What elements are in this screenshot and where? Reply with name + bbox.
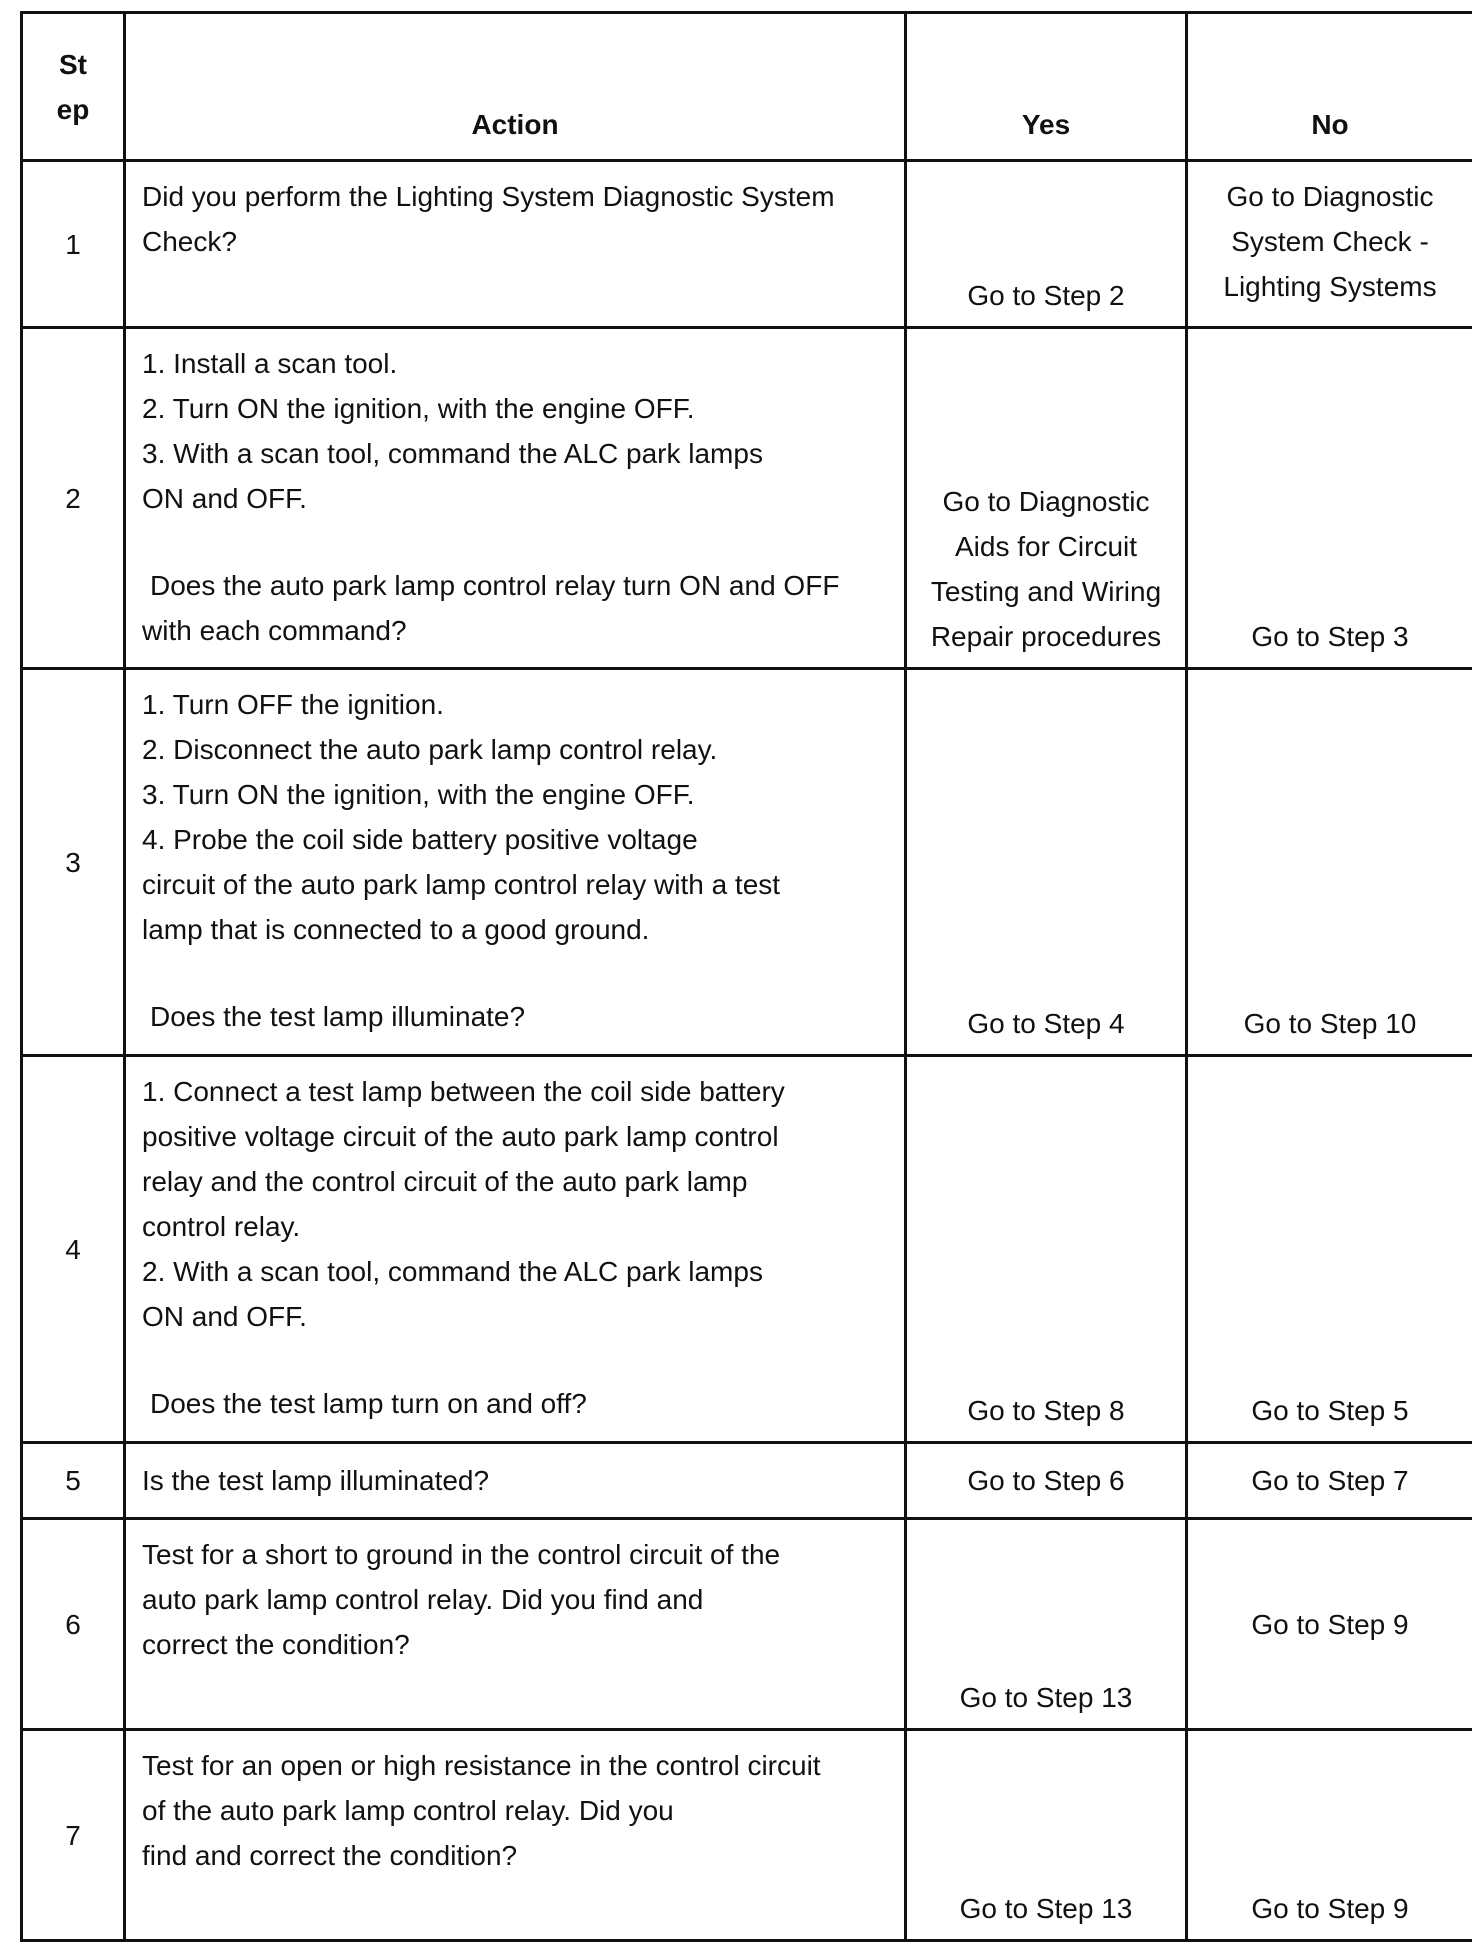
no-cell: Go to Step 7 (1187, 1443, 1472, 1519)
no-cell: Go to Step 9 (1187, 1730, 1472, 1941)
no-cell: Go to Diagnostic System Check - Lighting Systems (1187, 161, 1472, 328)
table-row (22, 1443, 1472, 1519)
yes-cell: Go to Step 4 (906, 669, 1187, 1056)
table-row (22, 1730, 1472, 1941)
action-cell: 1. Turn OFF the ignition. 2. Disconnect the auto park lamp control relay. 3. Turn ON the ignition, with the engine OFF. 4. Probe the coil side battery positive voltage circuit of the auto park lamp control relay with a test lamp that is connected to a good ground. Does the test lamp illuminate? (125, 669, 906, 1056)
step-number: 5 (22, 1443, 125, 1519)
action-header: Action (125, 13, 906, 161)
step-number: 2 (22, 328, 125, 669)
step-number: 6 (22, 1519, 125, 1730)
yes-cell: Go to Step 2 (906, 161, 1187, 328)
diagnostic-table (20, 11, 1472, 1942)
no-header: No (1187, 13, 1472, 161)
yes-cell: Go to Diagnostic Aids for Circuit Testing and Wiring Repair procedures (906, 328, 1187, 669)
step-number: 3 (22, 669, 125, 1056)
table-row (22, 328, 1472, 669)
table-row (22, 669, 1472, 1056)
yes-cell: Go to Step 8 (906, 1056, 1187, 1443)
table-row (22, 161, 1472, 328)
header-row (22, 13, 1472, 161)
action-cell: Is the test lamp illuminated? (125, 1443, 906, 1519)
step-header: St ep (22, 13, 125, 161)
step-number: 1 (22, 161, 125, 328)
yes-cell: Go to Step 13 (906, 1519, 1187, 1730)
table-row (22, 1056, 1472, 1443)
step-number: 7 (22, 1730, 125, 1941)
step-number: 4 (22, 1056, 125, 1443)
table-row (22, 1519, 1472, 1730)
action-cell: Test for a short to ground in the control circuit of the auto park lamp control relay. Did you find and correct the condition? (125, 1519, 906, 1730)
yes-cell: Go to Step 13 (906, 1730, 1187, 1941)
action-cell: Did you perform the Lighting System Diagnostic System Check? (125, 161, 906, 328)
action-cell: 1. Install a scan tool. 2. Turn ON the ignition, with the engine OFF. 3. With a scan tool, command the ALC park lamps ON and OFF. Does the auto park lamp control relay turn ON and OFF with each command? (125, 328, 906, 669)
yes-header: Yes (906, 13, 1187, 161)
no-cell: Go to Step 9 (1187, 1519, 1472, 1730)
yes-cell: Go to Step 6 (906, 1443, 1187, 1519)
no-cell: Go to Step 10 (1187, 669, 1472, 1056)
action-cell: Test for an open or high resistance in the control circuit of the auto park lamp control relay. Did you find and correct the condition? (125, 1730, 906, 1941)
no-cell: Go to Step 3 (1187, 328, 1472, 669)
action-cell: 1. Connect a test lamp between the coil side battery positive voltage circuit of the auto park lamp control relay and the control circuit of the auto park lamp control relay. 2. With a scan tool, command the ALC park lamps ON and OFF. Does the test lamp turn on and off? (125, 1056, 906, 1443)
no-cell: Go to Step 5 (1187, 1056, 1472, 1443)
